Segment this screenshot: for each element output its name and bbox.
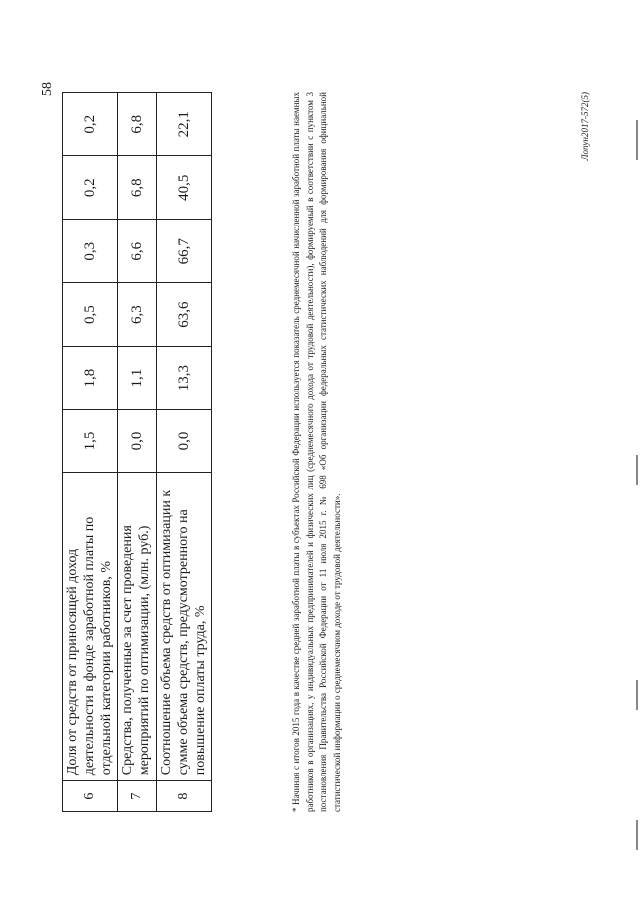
row-indicator-name: Соотношение объема средств от оптимизации к сумме объема средств, предусмотренного на повышение оплаты труда, % <box>156 472 211 781</box>
page-number: 58 <box>40 82 55 96</box>
row-indicator-name: Доля от средств от приносящей доход деятельности в фонде заработной платы по отдельной категории работников, % <box>63 472 118 781</box>
table-cell: 6,3 <box>118 283 157 346</box>
table-row <box>63 93 118 812</box>
table-cell: 13,3 <box>156 346 211 409</box>
table-cell: 63,6 <box>156 283 211 346</box>
table-row <box>118 93 157 812</box>
row-number: 6 <box>63 781 118 812</box>
table-cell: 0,0 <box>118 410 157 472</box>
table-cell: 1,1 <box>118 346 157 409</box>
table-cell: 0,2 <box>63 93 118 157</box>
table-cell: 6,8 <box>118 156 157 219</box>
table-cell: 40,5 <box>156 156 211 219</box>
indicators-table <box>62 92 212 812</box>
table-cell: 0,5 <box>63 283 118 346</box>
table-cell: 0,2 <box>63 156 118 219</box>
row-number: 8 <box>156 781 211 812</box>
table-cell: 0,0 <box>156 410 211 472</box>
table-cell: 6,6 <box>118 219 157 282</box>
scan-edge-mark <box>636 820 638 850</box>
scan-edge-mark <box>636 455 638 485</box>
rotated-landscape-content <box>40 72 600 832</box>
table-cell: 1,8 <box>63 346 118 409</box>
table-cell: 0,3 <box>63 219 118 282</box>
table-row <box>156 93 211 812</box>
row-number: 7 <box>118 781 157 812</box>
scan-edge-mark <box>636 680 638 710</box>
document-code: Лопун2017-572(5) <box>580 92 590 161</box>
scan-edge-mark <box>636 120 638 160</box>
table-cell: 1,5 <box>63 410 118 472</box>
table-cell: 22,1 <box>156 93 211 157</box>
table-cell: 6,8 <box>118 93 157 157</box>
table-cell: 66,7 <box>156 219 211 282</box>
row-indicator-name: Средства, полученные за счет проведения мероприятий по оптимизации, (млн. руб.) <box>118 472 157 781</box>
footnote: * Начиная с итогов 2015 года в качестве средней заработной платы в субъектах Российской Федерации используется показатель среднемесячной начисленной заработной платы наемных работников в организациях, у индивидуальных предпринимателей и физических лиц (среднемесячного дохода от трудовой деятельности), формируемый в соответствии с пунктом 3 постановления Правительства Российской Федерации от 11 июля 2015 г. № 698 «Об организации федеральных статистических наблюдений для формирования официальной статистической информации о среднемесячном доходе от трудовой деятельности». <box>291 92 342 812</box>
